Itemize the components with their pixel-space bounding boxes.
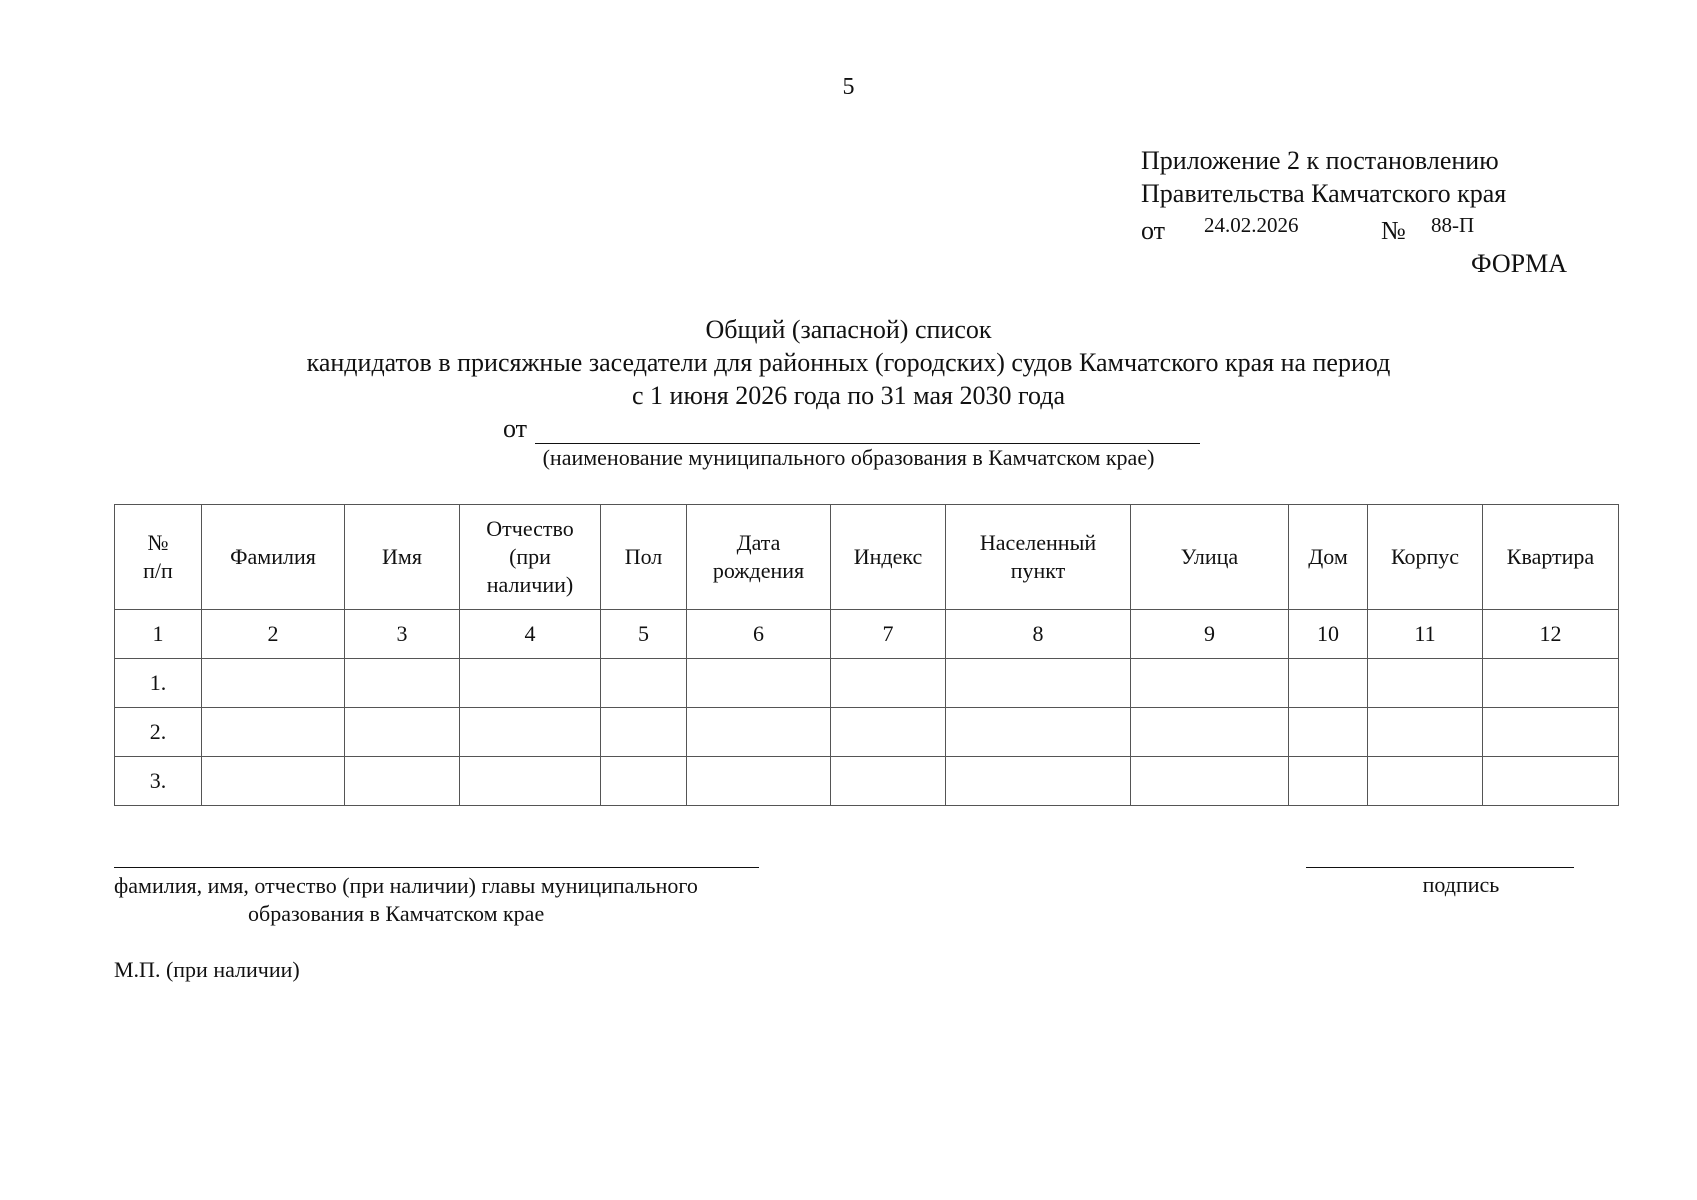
table-cell <box>687 708 831 757</box>
head-name-caption-line-1: фамилия, имя, отчество (при наличии) главы муниципального <box>114 873 698 898</box>
table-cell <box>1131 708 1289 757</box>
table-cell <box>1483 757 1619 806</box>
table-cell <box>1289 708 1368 757</box>
column-number-cell: 6 <box>687 610 831 659</box>
column-number-row <box>115 610 1619 659</box>
column-number-cell: 12 <box>1483 610 1619 659</box>
header-cell-street: Улица <box>1131 505 1289 610</box>
table-cell <box>1289 659 1368 708</box>
municipality-field <box>503 414 1200 444</box>
table-cell <box>460 708 601 757</box>
head-name-blank-line <box>114 867 759 868</box>
header-cell-number: № п/п <box>115 505 202 610</box>
table-cell <box>1368 757 1483 806</box>
header-cell-postcode: Индекс <box>831 505 946 610</box>
stamp-label: М.П. (при наличии) <box>114 957 300 982</box>
table-cell <box>601 659 687 708</box>
header-cell-house: Дом <box>1289 505 1368 610</box>
appendix-number-label: № <box>1381 216 1406 245</box>
candidates-table <box>114 504 1619 806</box>
column-number-cell: 4 <box>460 610 601 659</box>
table-cell <box>601 757 687 806</box>
column-number-cell: 9 <box>1131 610 1289 659</box>
table-cell <box>202 659 345 708</box>
appendix-block <box>1141 144 1506 250</box>
table-cell <box>1131 659 1289 708</box>
column-number-cell: 10 <box>1289 610 1368 659</box>
table-cell <box>460 757 601 806</box>
title-line-3: с 1 июня 2026 года по 31 мая 2030 года <box>631 381 1065 410</box>
table-cell <box>345 659 460 708</box>
table-cell <box>202 708 345 757</box>
table-header-row <box>115 505 1619 610</box>
municipality-caption: (наименование муниципального образования в Камчатском крае) <box>542 445 1155 470</box>
table-cell <box>946 757 1131 806</box>
table-cell <box>1289 757 1368 806</box>
header-cell-name: Имя <box>345 505 460 610</box>
municipality-from-label: от <box>503 414 528 443</box>
head-name-caption-line-2: образования в Камчатском крае <box>248 901 545 926</box>
header-cell-patronymic: Отчество (при наличии) <box>460 505 601 610</box>
table-cell <box>1368 708 1483 757</box>
header-cell-surname: Фамилия <box>202 505 345 610</box>
column-number-cell: 11 <box>1368 610 1483 659</box>
table-cell <box>601 708 687 757</box>
title-line-1: Общий (запасной) список <box>705 315 992 344</box>
header-cell-building: Корпус <box>1368 505 1483 610</box>
appendix-from-label: от <box>1141 216 1166 245</box>
column-number-cell: 8 <box>946 610 1131 659</box>
appendix-date-line <box>1141 210 1506 250</box>
form-label: ФОРМА <box>1471 249 1567 278</box>
column-number-cell: 3 <box>345 610 460 659</box>
document-title <box>0 313 1697 412</box>
table-row <box>115 659 1619 708</box>
table-cell <box>831 659 946 708</box>
municipality-blank-line <box>535 421 1200 444</box>
row-number-cell: 2. <box>115 708 202 757</box>
header-cell-birthdate: Дата рождения <box>687 505 831 610</box>
column-number-cell: 5 <box>601 610 687 659</box>
header-cell-sex: Пол <box>601 505 687 610</box>
table-cell <box>687 757 831 806</box>
table-cell <box>831 757 946 806</box>
head-name-caption <box>114 872 774 928</box>
appendix-date: 24.02.2026 <box>1204 213 1299 237</box>
table-cell <box>345 757 460 806</box>
column-number-cell: 1 <box>115 610 202 659</box>
appendix-line-2: Правительства Камчатского края <box>1141 179 1507 208</box>
table-cell <box>946 708 1131 757</box>
table-row <box>115 757 1619 806</box>
appendix-line-1: Приложение 2 к постановлению <box>1141 146 1499 175</box>
page-number: 5 <box>842 74 855 100</box>
municipality-caption-wrap <box>0 445 1697 471</box>
table-cell <box>1131 757 1289 806</box>
signature-caption: подпись <box>1422 872 1500 897</box>
column-number-cell: 2 <box>202 610 345 659</box>
table-cell <box>946 659 1131 708</box>
row-number-cell: 1. <box>115 659 202 708</box>
table-cell <box>1368 659 1483 708</box>
table-cell <box>460 659 601 708</box>
table-row <box>115 708 1619 757</box>
table-cell <box>202 757 345 806</box>
table-cell <box>687 659 831 708</box>
table-cell <box>345 708 460 757</box>
appendix-number: 88-П <box>1431 213 1475 237</box>
signature-blank-line <box>1306 867 1574 868</box>
table-cell <box>1483 708 1619 757</box>
column-number-cell: 7 <box>831 610 946 659</box>
header-cell-locality: Населенный пункт <box>946 505 1131 610</box>
title-line-2: кандидатов в присяжные заседатели для районных (городских) судов Камчатского края на период <box>306 348 1391 377</box>
row-number-cell: 3. <box>115 757 202 806</box>
table-cell <box>831 708 946 757</box>
table-cell <box>1483 659 1619 708</box>
header-cell-apartment: Квартира <box>1483 505 1619 610</box>
